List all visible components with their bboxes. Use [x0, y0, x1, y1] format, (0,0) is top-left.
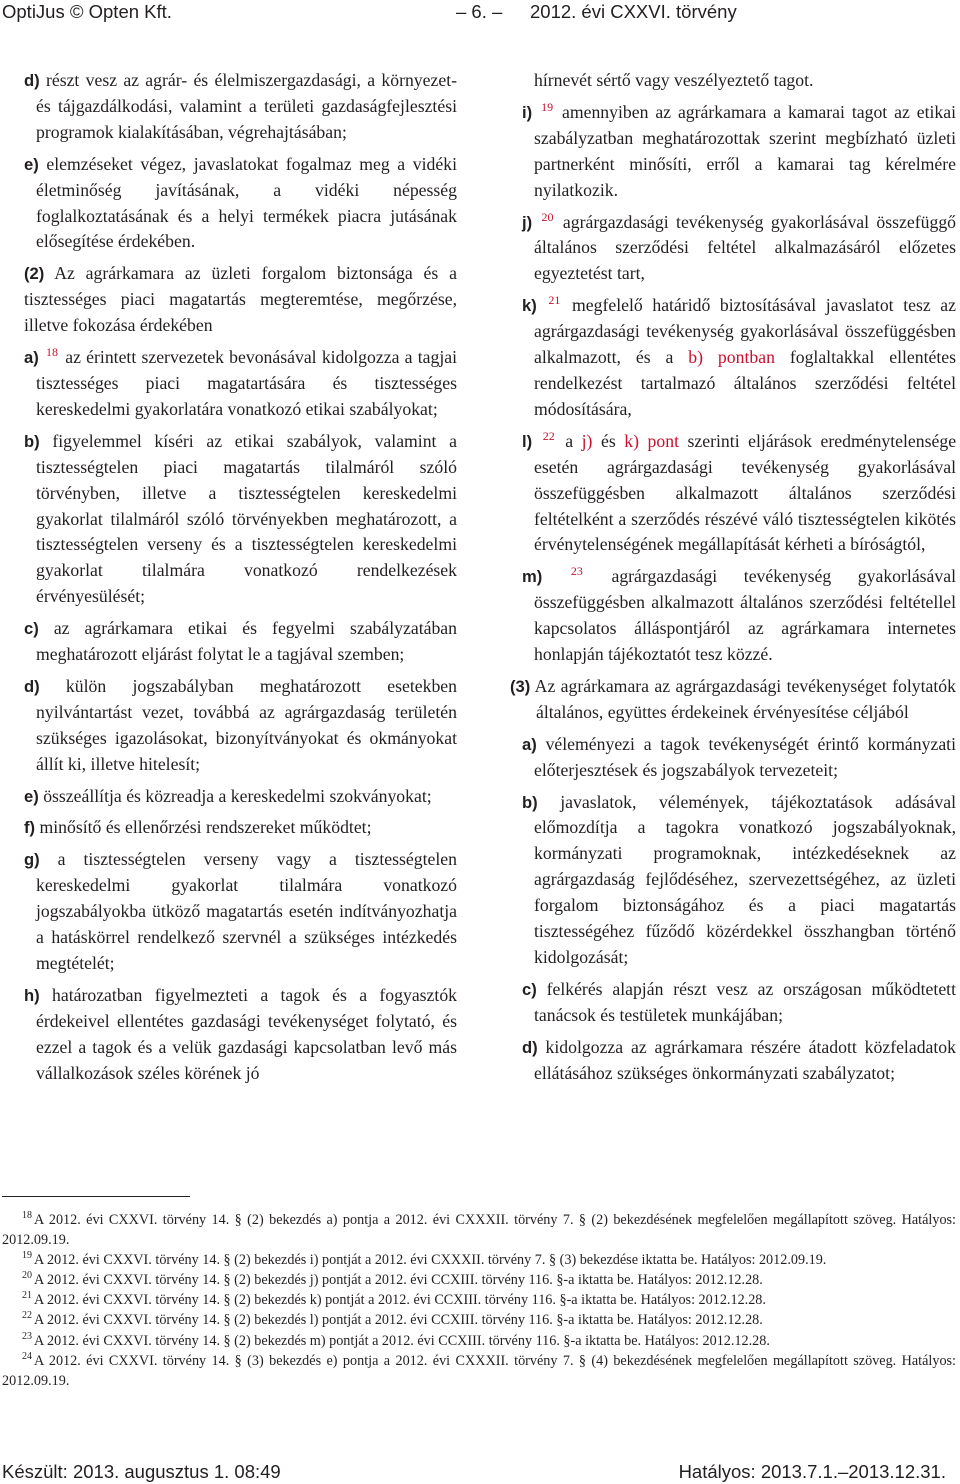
list-item-d-3: d) kidolgozza az agrárkamara részére átadott közfeladatok ellátásához szükséges önkormányzati szabályzatot; — [522, 1036, 956, 1083]
footnote-ref-21[interactable]: 21 — [548, 293, 561, 308]
list-item-a-3: a) véleményezi a tagok tevékenységét érintő kormányzati előterjesztések és jogszabályok tervezeteit; — [522, 733, 956, 780]
list-item-k: k) $^{21}$ megfelelő határidő biztosításával javaslatot tesz az agrárgazdasági tevékenység gyakorlásával összefüggésben alkalmazott, és a b) pontban foglaltakkal ellentétes rendelkezést tartalmazó általános szerződési feltétel módosítására, — [522, 293, 957, 419]
list-item-e: e) elemzéseket végez, javaslatokat fogalmaz meg a vidéki életminőség javításának, a vidéki népesség foglalkoztatásának és a helyi termékek piacra jutásának elősegítése érdekében. — [24, 153, 457, 252]
footnote-21: $^{21}$ A 2012. évi CXXVI. törvény 14. § (2) bekezdés k) pontját a 2012. évi CCXIII. törvény 116. §-a iktatta be. Hatályos: 2012.12.28. — [22, 1290, 766, 1309]
link-k-pont[interactable]: k) pont — [624, 430, 679, 451]
effective-period: Hatályos: 2013.7.1.–2013.12.31. — [678, 1461, 946, 1482]
footnotes — [2, 1210, 956, 1391]
list-item-b: b) figyelemmel kíséri az etikai szabályok, valamint a tisztességtelen piaci magatartás tilalmáról szóló törvényben, illetve a tisztességtelen kereskedelmi gyakorlat tilalmáról szóló törvényekben meghatározott, a tisztességtelen verseny és a tisztességtelen kereskedelmi gyakorlat tilalmára vonatkozó rendelkezések érvényesülését; — [24, 430, 458, 607]
footnote-ref-18[interactable]: 18 — [46, 345, 58, 360]
list-item-i: i) $^{19}$ amennyiben az agrárkamara a kamarai tagot az etikai szabályzatban meghatározottak szerint megbízható üzleti partnerként minősíti, erről a kamarai tag kérelmére nyilatkozik. — [522, 99, 957, 200]
footnote-22: $^{22}$ A 2012. évi CXXVI. törvény 14. § (2) bekezdés l) pontját a 2012. évi CCXIII. törvény 116. §-a iktatta be. Hatályos: 2012.12.28. — [22, 1310, 763, 1329]
footnote-24: $^{24}$ A 2012. évi CXXVI. törvény 14. § (3) bekezdés e) pontja a 2012. évi CXXXII. törvény 7. § (4) bekezdésének megfelelően megállapított szöveg. Hatályos: 2012.09.19. — [2, 1350, 956, 1389]
list-item-d: d) részt vesz az agrár- és élelmiszergazdasági, a környezet- és tájgazdálkodási, valamint a területi gazdaságfejlesztési programok kialakításában, végrehajtásában; — [24, 70, 458, 142]
footnote-20: $^{20}$ A 2012. évi CXXVI. törvény 14. § (2) bekezdés j) pontját a 2012. évi CCXIII. törvény 116. §-a iktatta be. Hatályos: 2012.12.28. — [22, 1270, 763, 1289]
paragraph-2: (2) Az agrárkamara az üzleti forgalom biztonsága és a tisztességes piaci magatartás megteremtése, megőrzése, illetve fokozása érdekében — [24, 263, 458, 336]
list-item-g: g) a tisztességtelen verseny vagy a tisztességtelen kereskedelmi gyakorlat tilalmára vonatkozó jogszabályokba ütköző magatartás esetén indítványozhatja a hatáskörrel rendelkező szervnél a szükséges intézkedés megtételét; — [24, 849, 457, 973]
footnote-18: $^{18}$ A 2012. évi CXXVI. törvény 14. § (2) bekezdés a) pontja a 2012. évi CXXXII. törvény 7. § (2) bekezdésének megfelelően megállapított szöveg. Hatályos: 2012.09.19. — [2, 1210, 956, 1249]
footnote-23: $^{23}$ A 2012. évi CXXVI. törvény 14. § (2) bekezdés m) pontját a 2012. évi CCXIII. törvény 116. §-a iktatta be. Hatályos: 2012.12.28. — [22, 1330, 770, 1349]
paragraph-3: (3) Az agrárkamara az agrárgazdasági tevékenységet folytatók általános, együttes érdekeinek érvényesítése céljából — [510, 675, 956, 722]
list-item-b-3: b) javaslatok, vélemények, tájékoztatások adásával előmozdítja a tagokra vonatkozó jogszabályoknak, kormányzati programoknak, intézkedéseknek az agrárgazdaság fejlődéséhez, szervezettségéhez, az üzleti forgalom biztonságához és a piaci magatartás tisztességéhez fűződő közérdekkel összhangban történő kidolgozását; — [522, 791, 957, 967]
list-item-a: a) $^{18}$ az érintett szervezetek bevonásával kidolgozza a tagjai tisztességes piaci magatartására és tisztességes kereskedelmi gyakorlatára vonatkozó etikai szabályokat; — [24, 345, 458, 419]
page-header — [0, 0, 960, 24]
list-item-c-3: c) felkérés alapján részt vesz az országosan működtetett tanácsok és testületek munkájában; — [522, 978, 957, 1025]
footnote-ref-23[interactable]: 23 — [570, 564, 583, 579]
left-column — [24, 68, 457, 1093]
list-item-h-continued: hírnevét sértő vagy veszélyeztető tagot. — [534, 70, 814, 90]
list-item-l: l) $^{22}$ a j) és k) pont szerinti eljárások eredménytelensége esetén agrárgazdasági tevékenység gyakorlásával összefüggésben alkalmazott általános szerződési feltételként a szerződés részévé váló tisztességtelen kikötés érvénytelenségének megállapítását kérheti a bíróságtól, — [522, 428, 957, 555]
link-b-pont[interactable]: b) pontban — [688, 347, 775, 368]
footnote-ref-19[interactable]: 19 — [541, 99, 554, 114]
list-item-m: m) $^{23}$ agrárgazdasági tevékenység gyakorlásával összefüggésben alkalmazott általános szerződési feltétellel kapcsolatos álláspontjáról az agrárkamara internetes honlapján tájékoztatót tesz közzé. — [522, 564, 957, 665]
list-item-j: j) $^{20}$ agrárgazdasági tevékenység gyakorlásával összefüggő általános szerződési feltétel alkalmazásáról előzetes egyeztetést tart, — [522, 209, 957, 284]
publisher-label: OptiJus © Opten Kft. — [2, 1, 172, 22]
list-item-f: f) minősítő és ellenőrzési rendszereket működtet; — [24, 817, 372, 838]
list-item-d2: d) külön jogszabályban meghatározott esetekben nyilvántartást vezet, továbbá az agrárgazdaság területén szükséges igazolásokat, bizonyítványokat és okmányokat állít ki, illetve hitelesít; — [24, 675, 458, 774]
link-j-pont[interactable]: j) — [581, 430, 593, 451]
page-footer — [0, 1460, 960, 1484]
law-title: 2012. évi CXXVI. törvény — [530, 1, 737, 22]
footnote-19: $^{19}$ A 2012. évi CXXVI. törvény 14. § (2) bekezdés i) pontját a 2012. évi CXXXII. törvény 7. § (3) bekezdése iktatta be. Hatályos: 2012.09.19. — [22, 1250, 827, 1269]
list-item-e2: e) összeállítja és közreadja a kereskedelmi szokványokat; — [24, 785, 432, 806]
right-column — [510, 68, 957, 1093]
footnote-ref-22[interactable]: 22 — [542, 428, 555, 443]
list-item-c: c) az agrárkamara etikai és fegyelmi szabályzatában meghatározott eljárást folytat le a tagjával szemben; — [24, 618, 458, 665]
footnote-separator — [2, 1196, 190, 1197]
footnote-ref-20[interactable]: 20 — [541, 209, 554, 224]
page-number: – 6. – — [456, 1, 503, 22]
created-date: Készült: 2013. augusztus 1. 08:49 — [2, 1461, 281, 1482]
list-item-h: h) határozatban figyelmezteti a tagok és a fogyasztók érdekeivel ellentétes gazdasági tevékenységet folytató, és ezzel a tagok és a velük gazdasági kapcsolatban levő más vállalkozások széles körének jó — [24, 984, 458, 1083]
